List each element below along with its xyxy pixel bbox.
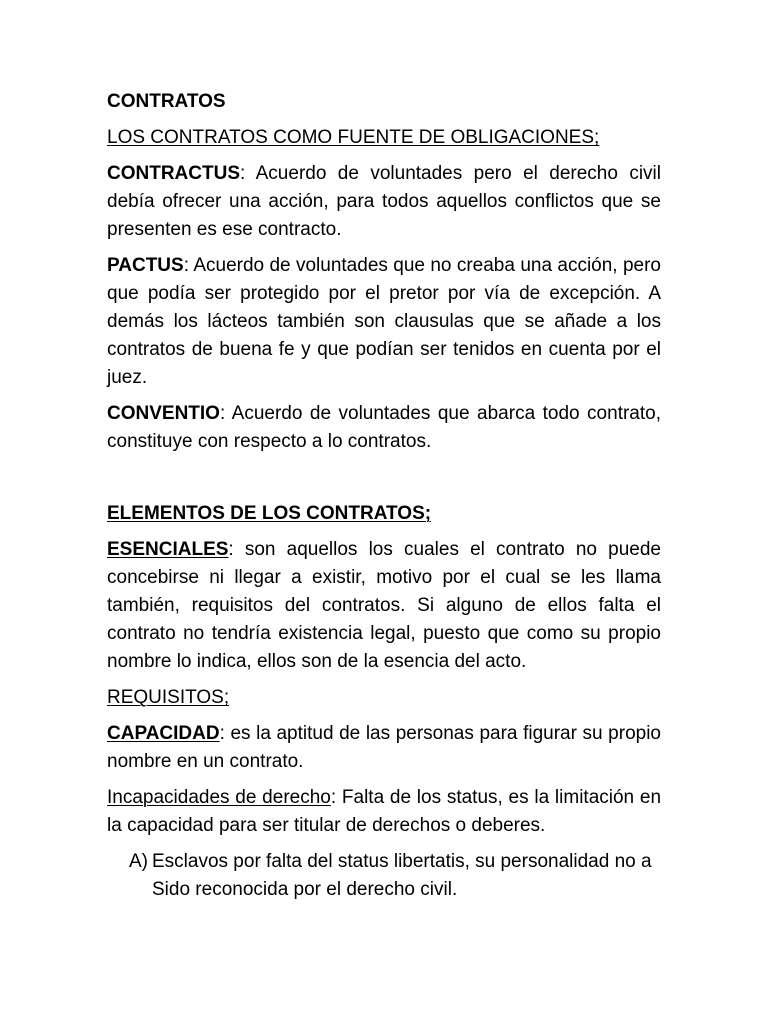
list-item-text: Esclavos por falta del status libertatis, su personalidad no a Sido reconocida por el derecho civil. [152,851,652,900]
paragraph-pactus [107,252,661,392]
paragraph-capacidad [107,720,661,776]
definition-conventio: : Acuerdo de voluntades que abarca todo contrato, constituye con respecto a lo contratos. [107,403,661,452]
definition-pactus: : Acuerdo de voluntades que no creaba una acción, pero que podía ser protegido por el pretor por vía de excepción. A demás los lácteos también son clausulas que se añade a los contratos de buena fe y que podían ser tenidos en cuenta por el juez. [107,255,661,388]
term-contractus: CONTRACTUS [107,163,240,184]
paragraph-conventio [107,400,661,456]
term-incapacidades: Incapacidades de derecho [107,787,331,808]
definition-contractus: : Acuerdo de voluntades pero el derecho civil debía ofrecer una acción, para todos aquellos conflictos que se presenten es ese contracto. [107,163,661,240]
list-marker: A) [129,851,148,872]
term-conventio: CONVENTIO [107,403,220,424]
definition-capacidad: : es la aptitud de las personas para figurar su propio nombre en un contrato. [107,723,661,772]
term-pactus: PACTUS [107,255,184,276]
paragraph-esenciales [107,536,661,676]
definition-esenciales: : son aquellos los cuales el contrato no puede concebirse ni llegar a existir, motivo por el cual se les llama también, requisitos del contratos. Si alguno de ellos falta el contrato no tendría existencia legal, puesto que como su propio nombre lo indica, ellos son de la esencia del acto. [107,539,661,672]
document-title: CONTRATOS [107,91,226,112]
term-esenciales: ESENCIALES [107,539,229,560]
list-item [107,848,661,904]
term-capacidad: CAPACIDAD [107,723,220,744]
paragraph-incapacidades [107,784,661,840]
paragraph-contractus [107,160,661,244]
definition-incapacidades: : Falta de los status, es la limitación en la capacidad para ser titular de derechos o deberes. [107,787,662,836]
section-subtitle: LOS CONTRATOS COMO FUENTE DE OBLIGACIONES; [107,127,600,148]
requisitos-label: REQUISITOS; [107,687,230,708]
section-heading-elementos: ELEMENTOS DE LOS CONTRATOS; [107,503,432,524]
document-page [107,88,661,904]
